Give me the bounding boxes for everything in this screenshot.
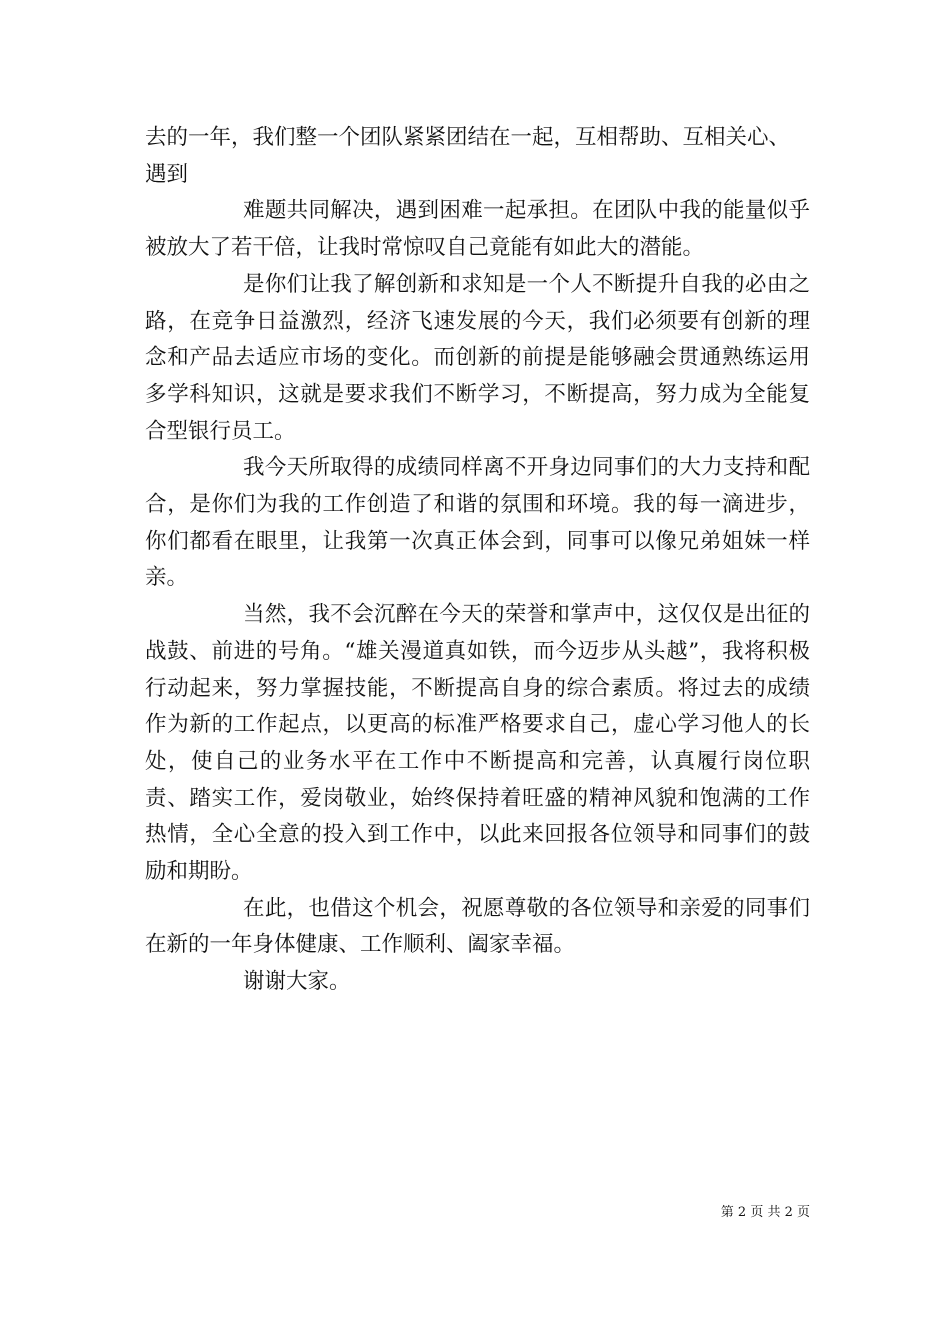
paragraph-4: 我今天所取得的成绩同样离不开身边同事们的大力支持和配合，是你们为我的工作创造了和谐的氛围和环境。我的每一滴进步，你们都看在眼里，让我第一次真正体会到，同事可以像兄弟姐妹一样亲。	[145, 455, 810, 591]
paragraph-6: 在此，也借这个机会，祝愿尊敬的各位领导和亲爱的同事们在新的一年身体健康、工作顺利、阖家幸福。	[145, 895, 810, 958]
paragraph-2: 难题共同解决，遇到困难一起承担。在团队中我的能量似乎被放大了若干倍，让我时常惊叹自己竟能有如此大的潜能。	[145, 198, 810, 261]
page-number-label: 第 2 页 共 2 页	[720, 1205, 810, 1220]
page-footer	[690, 1204, 810, 1222]
paragraph-1-line-1: 去的一年，我们整一个团队紧紧团结在一起，互相帮助、互相关心、	[145, 125, 791, 150]
paragraph-3: 是你们让我了解创新和求知是一个人不断提升自我的必由之路，在竞争日益激烈，经济飞速发展的今天，我们必须要有创新的理念和产品去适应市场的变化。而创新的前提是能够融会贯通熟练运用多学科知识，这就是要求我们不断学习，不断提高，努力成为全能复合型银行员工。	[145, 271, 810, 444]
paragraph-1	[145, 120, 810, 193]
document-body	[145, 120, 810, 1001]
paragraph-7: 谢谢大家。	[243, 969, 351, 995]
paragraph-1-line-2: 遇到	[145, 161, 189, 187]
paragraph-5: 当然，我不会沉醉在今天的荣誉和掌声中，这仅仅是出征的战鼓、前进的号角。“雄关漫道真如铁，而今迈步从头越”，我将积极行动起来，努力掌握技能，不断提高自身的综合素质。将过去的成绩作为新的工作起点，以更高的标准严格要求自己，虚心学习他人的长处，使自己的业务水平在工作中不断提高和完善，认真履行岗位职责、踏实工作，爱岗敬业，始终保持着旺盛的精神风貌和饱满的工作热情，全心全意的投入到工作中，以此来回报各位领导和同事们的鼓励和期盼。	[145, 602, 810, 885]
